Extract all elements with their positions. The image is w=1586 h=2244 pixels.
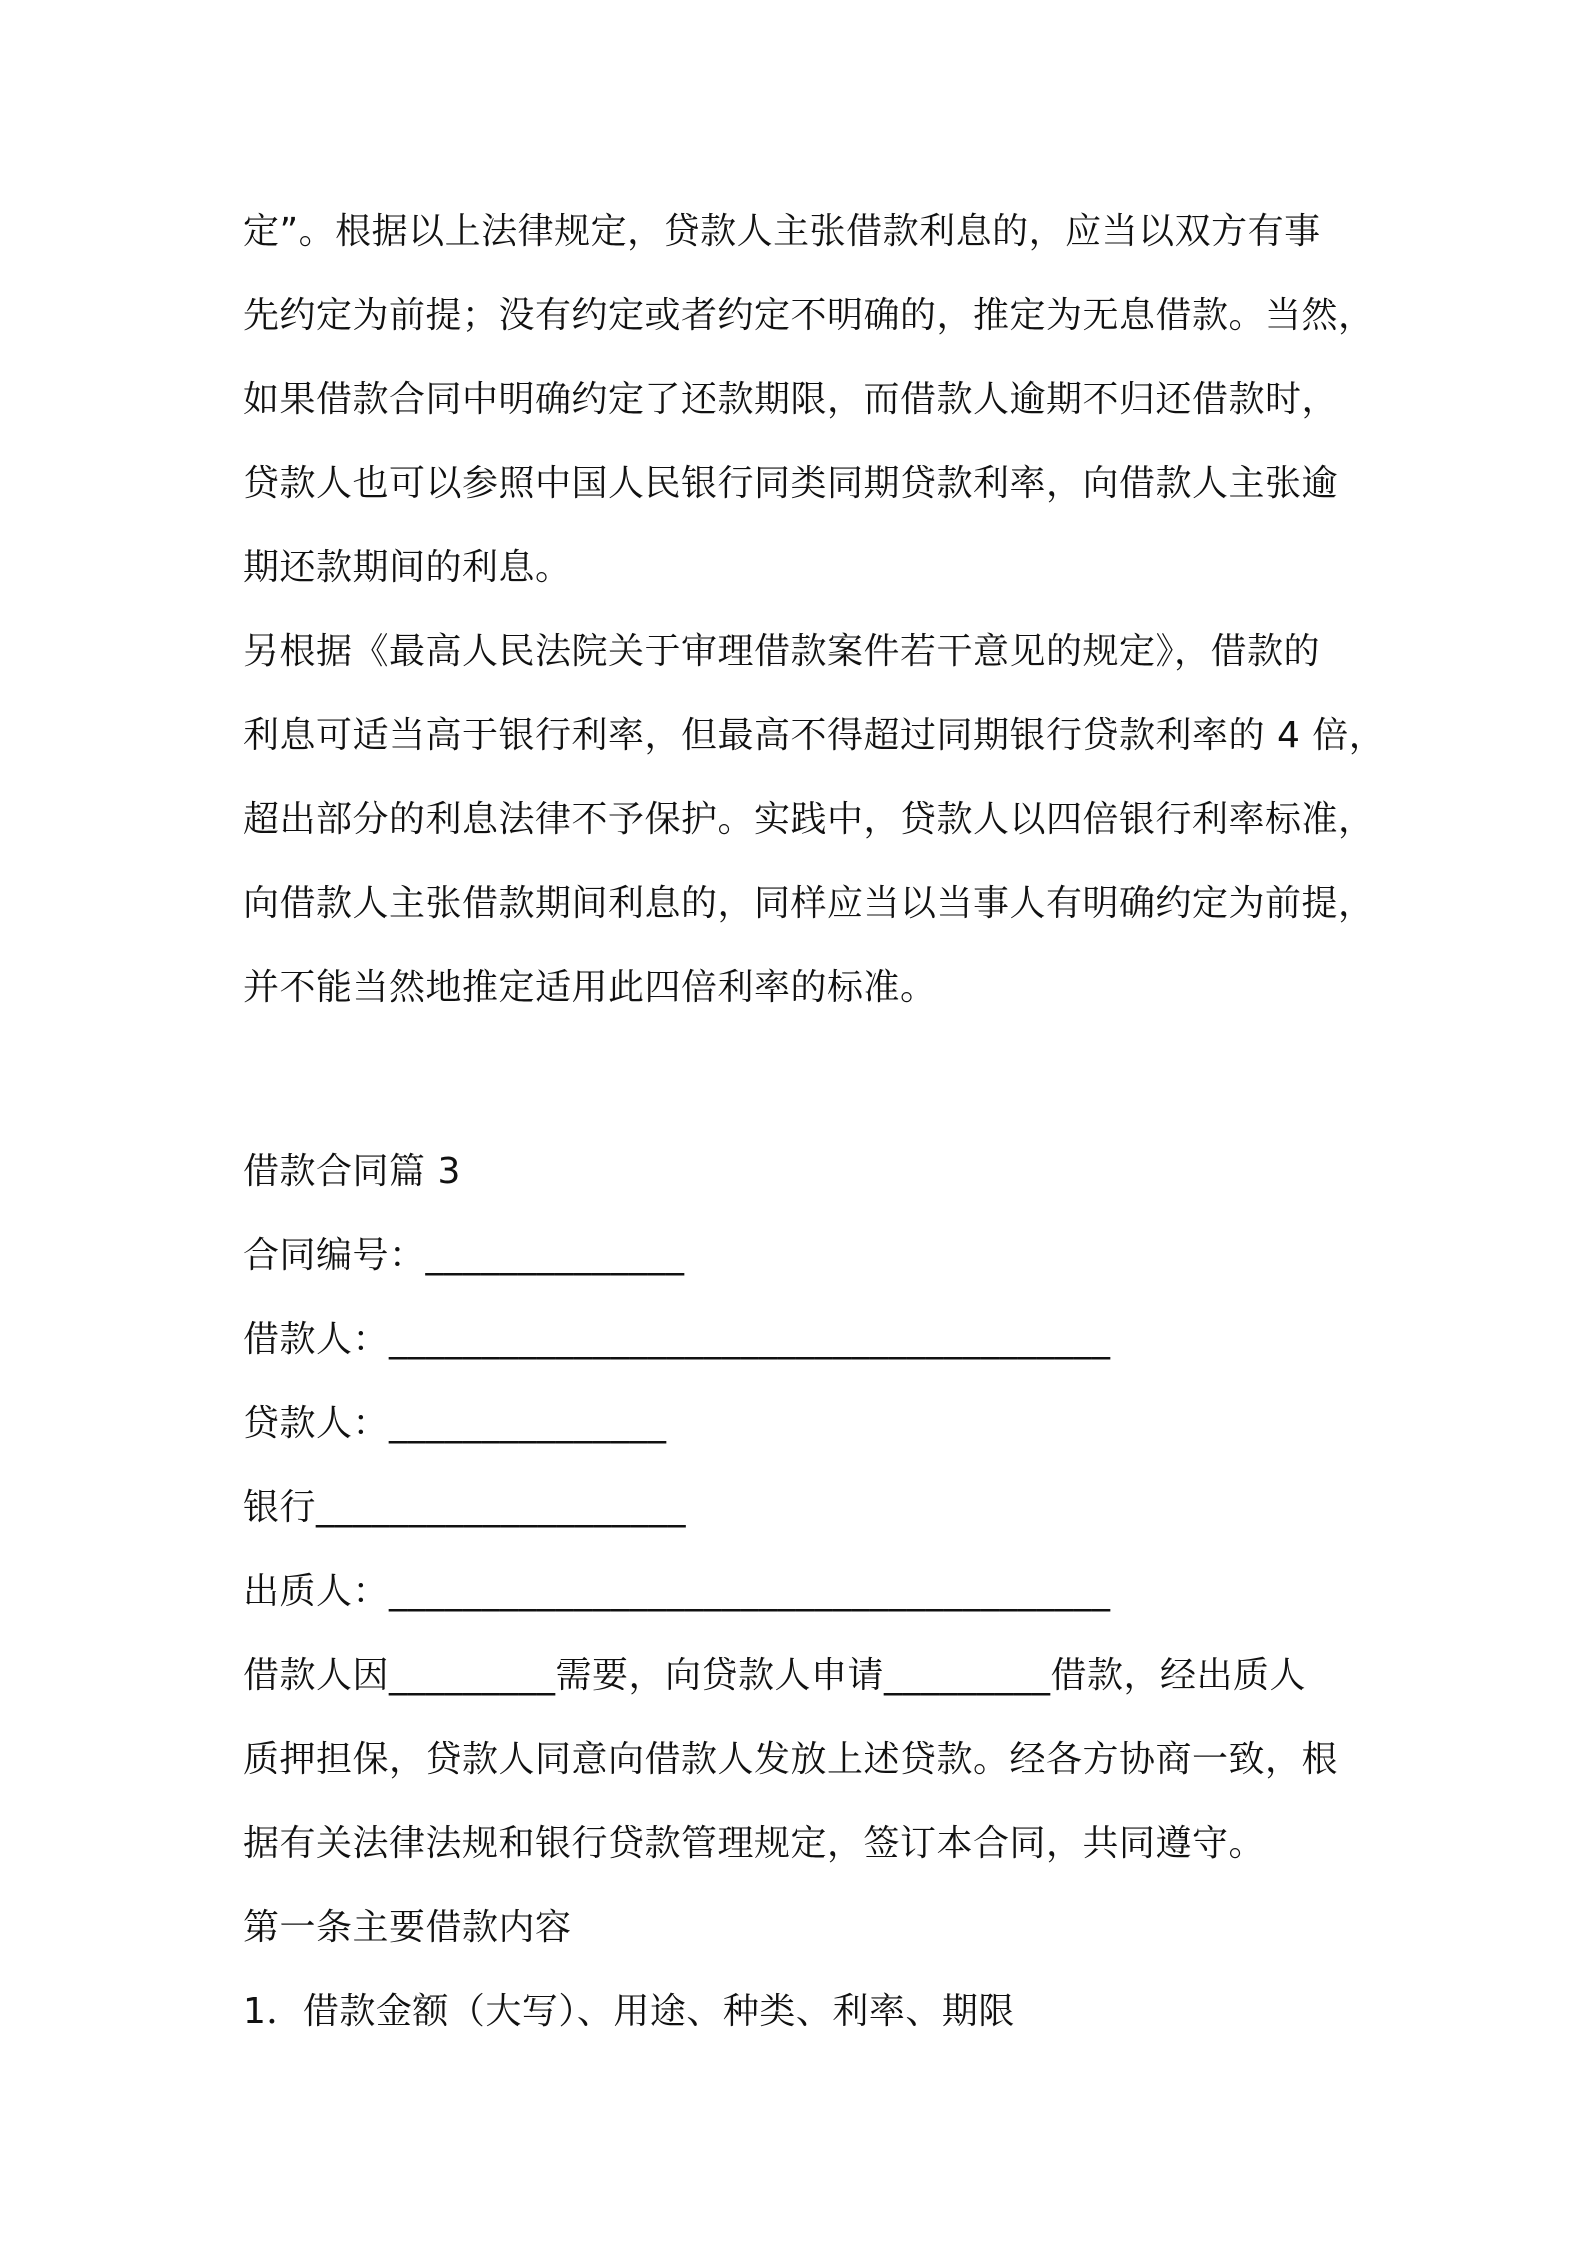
paragraph-line: 质押担保，贷款人同意向借款人发放上述贷款。经各方协商一致，根	[243, 1739, 1339, 1780]
paragraph-line: 另根据《最高人民法院关于审理借款案件若干意见的规定》，借款的	[243, 631, 1321, 672]
paragraph-line: 如果借款合同中明确约定了还款期限，而借款人逾期不归还借款时，	[243, 379, 1339, 420]
section-spacer	[243, 1030, 1373, 1130]
paragraph-line: 利息可适当高于银行利率，但最高不得超过同期银行贷款利率的 4 倍，	[243, 715, 1386, 756]
borrower-field: 借款人：_______________________________________	[243, 1319, 1111, 1360]
paragraph-line: 定”。根据以上法律规定，贷款人主张借款利息的，应当以双方有事	[243, 211, 1321, 252]
paragraph-line: 贷款人也可以参照中国人民银行同类同期贷款利率，向借款人主张逾	[243, 463, 1339, 504]
list-item: 1．借款金额（大写）、用途、种类、利率、期限	[243, 1991, 1015, 2032]
paragraph-line: 向借款人主张借款期间利息的，同样应当以当事人有明确约定为前提，	[243, 883, 1375, 924]
paragraph-line: 先约定为前提；没有约定或者约定不明确的，推定为无息借款。当然，	[243, 295, 1375, 336]
bank-field: 银行____________________	[243, 1487, 687, 1528]
contract-number-field: 合同编号：______________	[243, 1235, 685, 1276]
document-body	[243, 190, 1386, 2054]
paragraph-line: 期还款期间的利息。	[243, 547, 572, 588]
article-title: 第一条主要借款内容	[243, 1907, 572, 1948]
section-title: 借款合同篇 3	[243, 1151, 461, 1192]
paragraph-line: 超出部分的利息法律不予保护。实践中，贷款人以四倍银行利率标准，	[243, 799, 1375, 840]
paragraph-line: 据有关法律法规和银行贷款管理规定，签订本合同，共同遵守。	[243, 1823, 1266, 1864]
pledgor-field: 出质人：_______________________________________	[243, 1571, 1111, 1612]
paragraph-line: 借款人因_________需要，向贷款人申请_________借款，经出质人	[243, 1655, 1307, 1696]
paragraph-line: 并不能当然地推定适用此四倍利率的标准。	[243, 967, 937, 1008]
lender-field: 贷款人：_______________	[243, 1403, 667, 1444]
